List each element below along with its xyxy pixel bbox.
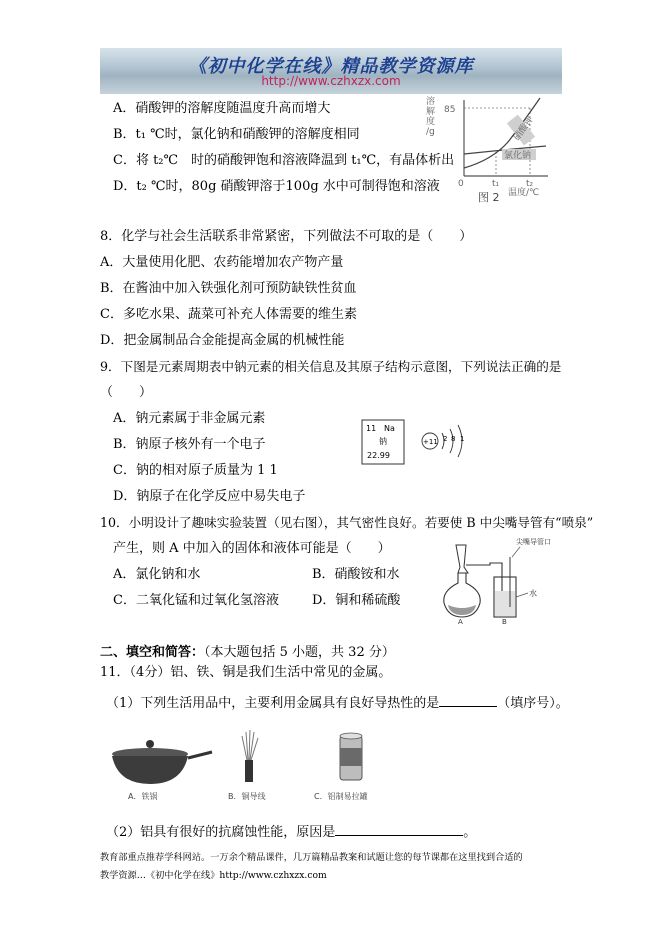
- q11-sub1-suffix: （填序号）。: [497, 696, 569, 711]
- wok-handle: [188, 752, 212, 758]
- footer-line2: 教学资源…《初中化学在线》http://www.czhxzx.com: [100, 870, 327, 881]
- q11-sub1-prefix: （1）下列生活用品中，主要利用金属具有良好导热性的是: [106, 696, 440, 711]
- label-a: A: [458, 618, 463, 625]
- element-symbol: Na: [384, 424, 395, 433]
- shell-3-count: 1: [460, 435, 465, 443]
- kno3-curve-label: 硝酸钾: [512, 115, 536, 143]
- origin-label: 0: [458, 179, 464, 189]
- y-axis-label-1: 溶: [426, 97, 436, 107]
- header-banner: [100, 48, 562, 94]
- item-a-label: A．铁锅: [128, 792, 158, 801]
- dropping-funnel: [456, 545, 468, 573]
- q9-option-a: A．钠元素属于非金属元素: [113, 411, 266, 426]
- q7-option-a: A．硝酸钾的溶解度随温度升高而增大: [113, 101, 331, 116]
- y-axis-label-2: 解: [426, 107, 436, 117]
- atomic-mass: 22.99: [367, 451, 390, 460]
- q9-stem-line2: （ ）: [100, 385, 153, 400]
- t2-label: t₂: [526, 179, 534, 189]
- q8-option-b: B．在酱油中加入铁强化剂可预防缺铁性贫血: [100, 281, 357, 296]
- copper-wire-strands: [242, 730, 258, 760]
- shell-1-count: 2: [443, 435, 448, 443]
- section2-heading: 二、填空和简答：: [100, 645, 205, 660]
- apparatus-figure: [436, 533, 562, 625]
- value-85-label: 85: [444, 105, 456, 115]
- q10-stem-line2: 产生，则 A 中加入的固体和液体可能是（ ）: [113, 541, 391, 556]
- q11-sub1-blank[interactable]: [439, 694, 497, 707]
- q10-option-d: D．铜和稀硫酸: [312, 593, 401, 608]
- q10-option-b: B．硝酸铵和水: [312, 567, 400, 582]
- q10-stem-line1: 10．小明设计了趣味实验装置（见右图），其气密性良好。若要使 B 中尖嘴导管有“喷泉”: [100, 515, 594, 530]
- y-axis-label-4: /g: [426, 127, 435, 137]
- q8-stem: 8．化学与社会生活联系非常紧密，下列做法不可取的是（ ）: [100, 229, 473, 244]
- copper-wire-insulation: [245, 760, 253, 782]
- q10-option-a: A．氯化钠和水: [113, 567, 201, 582]
- sodium-figure: [358, 416, 478, 470]
- nacl-curve-label: 氯化钠: [504, 151, 532, 161]
- y-axis-label-3: 度: [426, 117, 436, 127]
- water-pointer: [516, 593, 528, 597]
- element-name: 钠: [379, 437, 387, 446]
- x-axis-label: 温度/℃: [508, 188, 540, 198]
- q9-option-d: D．钠原子在化学反应中易失电子: [113, 489, 306, 504]
- figure-caption: 图 2: [478, 191, 500, 204]
- flask-a-contents: [448, 605, 476, 615]
- q8-option-a: A．大量使用化肥、农药能增加农产物产量: [100, 255, 344, 270]
- water-label: 水: [529, 589, 537, 598]
- item-b-label: B．铜导线: [228, 792, 266, 801]
- q8-option-c: C．多吃水果、蔬菜可补充人体需要的维生素: [100, 307, 357, 322]
- nucleus-charge: +11: [423, 438, 438, 446]
- atomic-number: 11: [366, 424, 377, 433]
- label-b: B: [502, 618, 507, 625]
- q11-items-figure: [108, 726, 398, 804]
- bottle-b-water: [495, 591, 515, 616]
- nozzle-pointer: [512, 547, 520, 557]
- q11-sub2-suffix: 。: [463, 825, 477, 840]
- q9-option-b: B．钠原子核外有一个电子: [113, 437, 266, 452]
- q7-option-d: D．t₂ ℃时，80g 硝酸钾溶于100g 水中可制得饱和溶液: [113, 179, 440, 194]
- q9-option-c: C．钠的相对原子质量为 1 1: [113, 463, 278, 478]
- q7-option-b: B．t₁ ℃时，氯化钠和硝酸钾的溶解度相同: [113, 127, 360, 142]
- wok-body: [112, 756, 188, 784]
- q11-sub1: [106, 694, 569, 712]
- section2-heading-line: [100, 645, 395, 661]
- item-c-label: C．铝制易拉罐: [314, 792, 368, 801]
- can-top: [340, 733, 362, 739]
- banner-url[interactable]: http://www.czhxzx.com: [261, 74, 401, 88]
- q8-option-d: D．把金属制品合金能提高金属的机械性能: [100, 333, 345, 348]
- nozzle-label: 尖嘴导管口: [516, 538, 551, 546]
- can-band: [340, 748, 362, 766]
- wok-lid-knob: [146, 740, 154, 748]
- solubility-chart: [422, 94, 562, 206]
- section2-note: （本大题包括 5 小题，共 32 分）: [204, 645, 395, 660]
- q11-sub2: [106, 823, 476, 841]
- footer-line1: 教育部重点推荐学科网站。一万余个精品课件，几万篇精品教案和试题让您的每节课都在这里找到合适的: [100, 852, 523, 863]
- q11-sub2-prefix: （2）铝具有很好的抗腐蚀性能，原因是: [106, 825, 336, 840]
- banner-title: 《初中化学在线》精品教学资源库: [188, 56, 474, 77]
- q11-sub2-blank[interactable]: [335, 823, 463, 836]
- q11-stem: 11．（4分）铝、铁、铜是我们生活中常见的金属。: [100, 665, 392, 680]
- q9-stem-line1: 9．下图是元素周期表中钠元素的相关信息及其原子结构示意图，下列说法正确的是: [100, 359, 562, 374]
- shell-2-count: 8: [451, 435, 456, 443]
- q7-option-c: C．将 t₂℃ 时的硝酸钾饱和溶液降温到 t₁℃，有晶体析出: [113, 153, 455, 168]
- t1-label: t₁: [492, 179, 500, 189]
- q10-option-c: C．二氧化锰和过氧化氢溶液: [113, 593, 279, 608]
